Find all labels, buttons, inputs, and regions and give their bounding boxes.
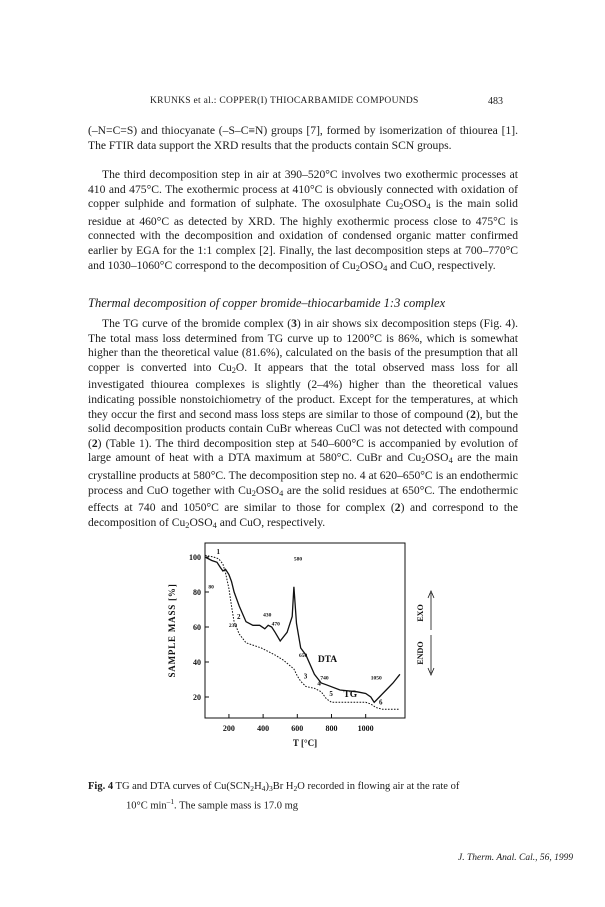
tg-step-label: 2 [237,612,241,621]
running-head: KRUNKS et al.: COPPER(I) THIOCARBAMIDE COMPOUNDS [150,96,419,106]
figure-caption: Fig. 4 TG and DTA curves of $Cu(SCN_2H_4)_3Br$ $H_2O$ recorded in flowing air at the rate of 10°C $\min^{-1}$. The sample mass is 17.0 mg [88,780,528,812]
y-axis-label: SAMPLE MASS [%] [167,583,177,678]
dta-peak-label: 650 [299,652,308,659]
journal-footer: J. Therm. Anal. Cal., 56, 1999 [458,853,574,863]
running-header [0,96,605,110]
paragraph-1-text: (–N=C=S) and thiocyanate (–S–C≡N) groups [7], formed by isomerization of thiourea [1]. The FTIR data support the XRD results that the products contain SCN groups. [88,124,518,152]
y-tick-label: 40 [193,658,201,667]
tg-step-label: 5 [329,689,333,698]
x-axis-label: T [°C] [292,738,318,748]
paragraph-3 [88,317,518,534]
plot-frame [205,543,405,718]
paragraph-3-text: The TG curve of the bromide complex (3) in air shows six decomposition steps (Fig. 4). The total mass loss determined from TG curve up to 1200°C is 86%, which is somewhat higher than the theoretical value (81.6%), calculated on the basis of the presumption that all copper is converted into $Cu_2O$. It appears that the total observed mass loss for all investigated thiourea complexes is slightly (2–4%) higher than the theoretical values indicating possible nonstoichiometry of the product. Except for the temperatures, at which they occur the first and second mass loss steps are similar to those of compound (2), but the solid decomposition products contain CuBr whereas CuCl was not detected with compound (2) (Table 1). The third decomposition step at 540–600°C is accompanied by evolution of large amount of heat with a DTA maximum at 580°C. CuBr and $Cu_2OSO_4$ are the main crystalline products at 580°C. The decomposition step no. 4 at 620–650°C is an endothermic process and CuO together with $Cu_2OSO_4$ are the solid residues at 650°C. The endothermic effects at 740 and 1050°C are similar to those for complex (2) and correspond to the decomposition of $Cu_2OSO_4$ and CuO, respectively. [88,317,518,531]
tg-step-label: 6 [378,698,383,707]
y-tick-label: 20 [193,693,201,702]
exo-label: EXO [416,604,425,622]
tg-step-label: 3 [303,672,308,681]
section-heading: Thermal decomposition of copper bromide–thiocarbamide 1:3 complex [88,296,446,310]
dta-peak-label: 470 [271,621,280,628]
x-tick-label: 1000 [357,724,374,733]
paragraph-2 [88,168,518,276]
y-tick-label: 80 [193,588,201,597]
tg-dta-plot [150,535,470,775]
paragraph-2-text: The third decomposition step in air at 390–520°C involves two exothermic processes at 410 and 475°C. The exothermic process at 410°C is obviously connected with oxidation of copper sulphide and formation of sulphate. The oxosulphate $Cu_2OSO_4$ is the main solid residue at 460°C as detected by XRD. The highly exothermic process close to 475°C is connected with the decomposition and oxidation of condensed organic matter confirmed earlier by EGA for the 1:1 complex [2]. Finally, the last decomposition steps at 700–770°C and 1030–1060°C correspond to the decomposition of $Cu_2OSO_4$ and CuO, respectively. [88,168,518,273]
x-tick-label: 200 [222,724,235,733]
dta-peak-label: 80 [208,584,214,591]
page-number: 483 [488,96,503,107]
tg-curve [205,555,400,709]
figure-label: Fig. 4 [88,781,114,792]
dta-curve-label: DTA [317,655,338,665]
x-tick-label: 600 [291,724,304,733]
figure-4-chart [150,535,470,775]
x-tick-label: 400 [257,724,270,733]
endo-label: ENDO [416,641,425,665]
y-tick-label: 60 [193,623,201,632]
dta-peak-label: 740 [320,675,329,682]
tg-step-label: 4 [317,679,321,688]
tg-curve-label: TG [343,690,358,700]
dta-peak-label: 430 [263,612,272,619]
dta-peak-label: 1050 [370,675,382,682]
dta-peak-label: 230 [228,623,238,629]
x-tick-label: 800 [325,724,338,733]
caption-line-2: 10°C $\min^{-1}$. The sample mass is 17.0 mg [126,796,299,812]
tg-step-label: 1 [216,548,221,556]
y-tick-label: 100 [189,553,201,562]
dta-peak-label: 580 [293,556,303,563]
paragraph-1 [88,124,518,153]
